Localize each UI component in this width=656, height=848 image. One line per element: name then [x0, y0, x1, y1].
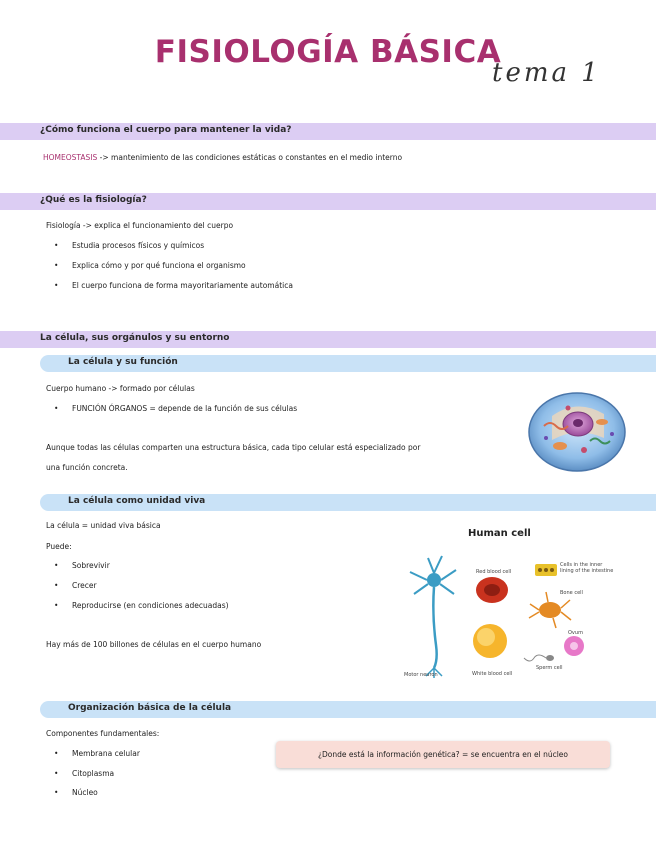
- unidad-line2: Puede:: [46, 542, 72, 551]
- page-subtitle: tema 1: [492, 58, 601, 88]
- list-item: • Crecer: [54, 581, 97, 590]
- subsection-heading-funcion: [40, 355, 656, 372]
- sperm-cell-icon: [524, 655, 554, 661]
- list-item: • Núcleo: [54, 788, 98, 797]
- label-rbc: Red blood cell: [476, 569, 512, 575]
- unidad-line1: La célula = unidad viva básica: [46, 521, 161, 530]
- section-heading-celula: [0, 331, 656, 348]
- ovum-icon: [564, 636, 584, 656]
- list-item: • Citoplasma: [54, 769, 115, 778]
- list-item: • FUNCIÓN ÓRGANOS = depende de la función de sus células: [54, 404, 298, 413]
- page-title: FISIOLOGÍA BÁSICA: [154, 34, 502, 70]
- label-intestine: Cells in the inner lining of the intestine: [560, 562, 614, 574]
- red-blood-cell-icon: [476, 577, 508, 603]
- figure-title: Human cell: [468, 528, 531, 539]
- label-neuron: Motor neuron: [404, 672, 438, 678]
- subsection-heading-unidad: [40, 494, 656, 511]
- list-item: • Estudia procesos físicos y químicos: [54, 241, 205, 250]
- neuron-icon: [410, 556, 456, 678]
- subsection-heading-text: Organización básica de la célula: [68, 703, 232, 713]
- subsection-heading-text: La célula y su función: [68, 357, 178, 367]
- label-sperm: Sperm cell: [536, 665, 563, 671]
- list-item: • Membrana celular: [54, 749, 140, 758]
- section-heading-text: ¿Qué es la fisiología?: [40, 195, 147, 205]
- celula-paragraph-line1: Aunque todas las células comparten una estructura básica, cada tipo celular está especializado por: [46, 443, 421, 452]
- intestine-cells-icon: [535, 564, 557, 576]
- list-item: • Reproducirse (en condiciones adecuadas): [54, 601, 229, 610]
- celulas-fact: Hay más de 100 billones de células en el cuerpo humano: [46, 640, 262, 649]
- homeostasis-definition: [43, 153, 402, 162]
- section-heading-homeostasis: [0, 123, 656, 140]
- celula-paragraph-line2: una función concreta.: [46, 463, 128, 472]
- label-ovum: Ovum: [568, 630, 583, 636]
- subsection-heading-organizacion: [40, 701, 656, 718]
- fisiologia-intro: Fisiología -> explica el funcionamiento del cuerpo: [46, 221, 234, 230]
- subsection-heading-text: La célula como unidad viva: [68, 496, 206, 506]
- human-cell-figure: [398, 520, 618, 682]
- componentes-intro: Componentes fundamentales:: [46, 729, 160, 738]
- bone-cell-icon: [529, 592, 571, 628]
- section-heading-text: La célula, sus orgánulos y su entorno: [40, 333, 230, 343]
- homeostasis-term: HOMEOSTASIS: [43, 153, 98, 162]
- white-blood-cell-icon: [473, 624, 507, 658]
- animal-cell-illustration: [522, 386, 632, 474]
- section-heading-text: ¿Cómo funciona el cuerpo para mantener la vida?: [40, 125, 292, 135]
- genetic-info-callout: [276, 741, 610, 768]
- label-wbc: White blood cell: [472, 671, 513, 677]
- list-item: • Explica cómo y por qué funciona el organismo: [54, 261, 246, 270]
- label-bone: Bone cell: [560, 590, 583, 596]
- section-heading-fisiologia: [0, 193, 656, 210]
- celula-intro: Cuerpo humano -> formado por células: [46, 384, 195, 393]
- list-item: • Sobrevivir: [54, 561, 110, 570]
- callout-text: ¿Donde está la información genética? = se encuentra en el núcleo: [317, 750, 568, 759]
- homeostasis-text: -> mantenimiento de las condiciones estáticas o constantes en el medio interno: [97, 153, 403, 162]
- list-item: • El cuerpo funciona de forma mayoritariamente automática: [54, 281, 293, 290]
